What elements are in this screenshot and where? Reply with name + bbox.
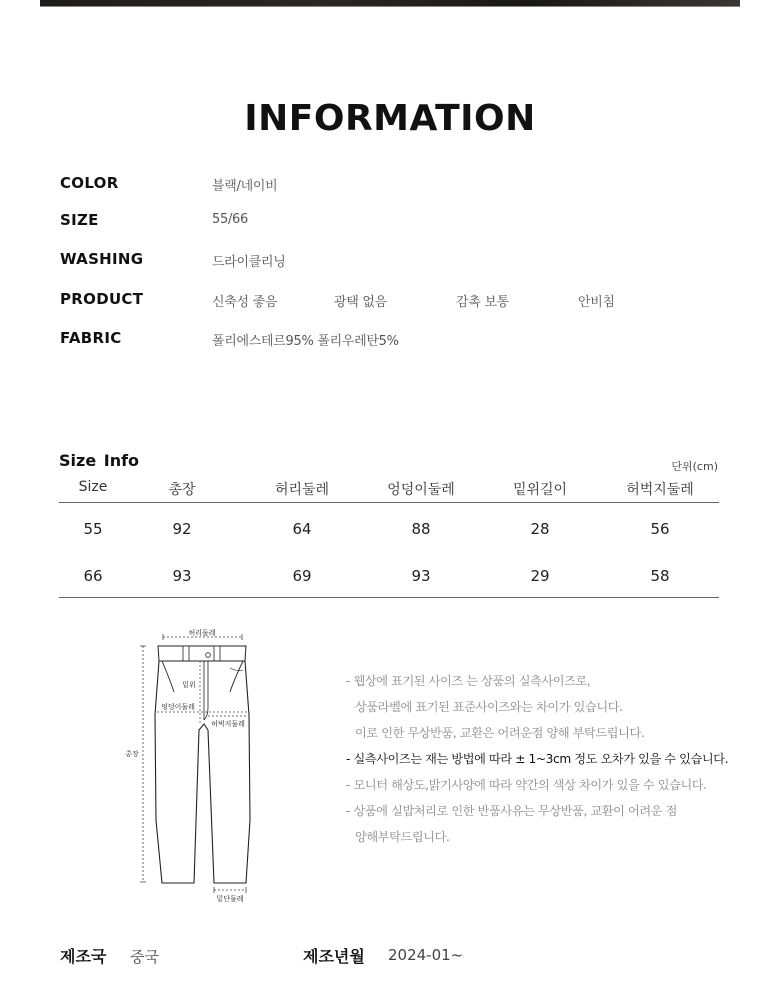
information-title: INFORMATION — [244, 98, 536, 139]
info-label: COLOR — [60, 174, 119, 192]
table-header: 총장 — [168, 482, 196, 498]
origin-value: 중국 — [130, 948, 159, 966]
table-cell: 28 — [530, 520, 550, 538]
notice-line-emphasis: - 실측사이즈는 재는 방법에 따라 ± 1~3cm 정도 오차가 있을 수 있습니다. — [346, 752, 729, 766]
table-header: 밑위길이 — [512, 482, 568, 498]
info-value: 신축성 좋음 — [212, 295, 278, 310]
origin-label: 제조국 — [60, 947, 107, 966]
info-row-size — [60, 211, 740, 233]
pants-outline — [155, 661, 250, 883]
table-cell: 93 — [411, 567, 431, 585]
notice-line: 이로 인한 무상반품, 교환은 어려운점 양해 부탁드립니다. — [355, 726, 645, 740]
size-info-title: Size Info — [59, 451, 140, 470]
manufacture-date-label: 제조년월 — [303, 947, 365, 966]
info-row-color — [60, 174, 740, 196]
table-header: 엉덩이둘레 — [387, 482, 455, 498]
info-value: 광택 없음 — [334, 295, 387, 310]
pants-measurement-diagram — [120, 620, 260, 910]
info-label: SIZE — [60, 211, 99, 229]
info-row-fabric — [60, 329, 740, 351]
info-value: 감촉 보통 — [456, 295, 509, 310]
table-cell: 64 — [292, 520, 312, 538]
table-cell: 88 — [411, 520, 431, 538]
table-header: 허벅지둘레 — [626, 482, 694, 498]
info-value: 드라이클리닝 — [212, 255, 286, 270]
table-cell: 58 — [650, 567, 670, 585]
rise-label: 밑위 — [182, 681, 196, 689]
table-cell: 69 — [292, 567, 312, 585]
info-value: 55/66 — [212, 212, 248, 227]
product-photo-edge — [40, 0, 740, 7]
info-label: FABRIC — [60, 329, 122, 347]
table-cell: 66 — [83, 567, 103, 585]
notice-line: - 모니터 해상도,밝기사양에 따라 약간의 색상 차이가 있을 수 있습니다. — [346, 778, 707, 792]
notice-line: 상품라벨에 표기된 표준사이즈와는 차이가 있습니다. — [355, 700, 623, 714]
table-header: Size — [78, 479, 108, 495]
table-cell: 55 — [83, 520, 103, 538]
info-value: 블랙/네이비 — [212, 179, 278, 194]
unit-label: 단위(cm) — [671, 460, 718, 473]
table-cell: 92 — [172, 520, 192, 538]
info-row-product — [60, 290, 740, 312]
length-label: 총장 — [125, 750, 139, 758]
hem-label: 밑단둘레 — [216, 895, 244, 903]
waist-label: 허리둘레 — [188, 629, 216, 637]
info-value: 폴리에스테르95% 폴리우레탄5% — [212, 334, 399, 349]
table-bottom-rule — [59, 597, 719, 598]
table-header: 허리둘레 — [274, 482, 330, 498]
hip-label: 엉덩이둘레 — [161, 703, 195, 711]
table-cell: 93 — [172, 567, 192, 585]
notice-line: - 웹상에 표기된 사이즈 는 상품의 실측사이즈로, — [346, 674, 591, 688]
info-row-washing — [60, 250, 740, 272]
manufacture-date-value: 2024-01~ — [388, 946, 464, 964]
table-cell: 29 — [530, 567, 550, 585]
notice-line: - 상품에 실밥처리로 인한 반품사유는 무상반품, 교환이 어려운 점 — [346, 804, 677, 818]
thigh-label: 허벅지둘레 — [211, 720, 245, 728]
table-divider — [59, 502, 719, 503]
info-label: PRODUCT — [60, 290, 144, 308]
table-cell: 56 — [650, 520, 670, 538]
info-value: 안비침 — [578, 295, 615, 310]
notice-list — [346, 672, 746, 854]
info-label: WASHING — [60, 250, 144, 268]
notice-line: 양해부탁드립니다. — [355, 830, 450, 844]
